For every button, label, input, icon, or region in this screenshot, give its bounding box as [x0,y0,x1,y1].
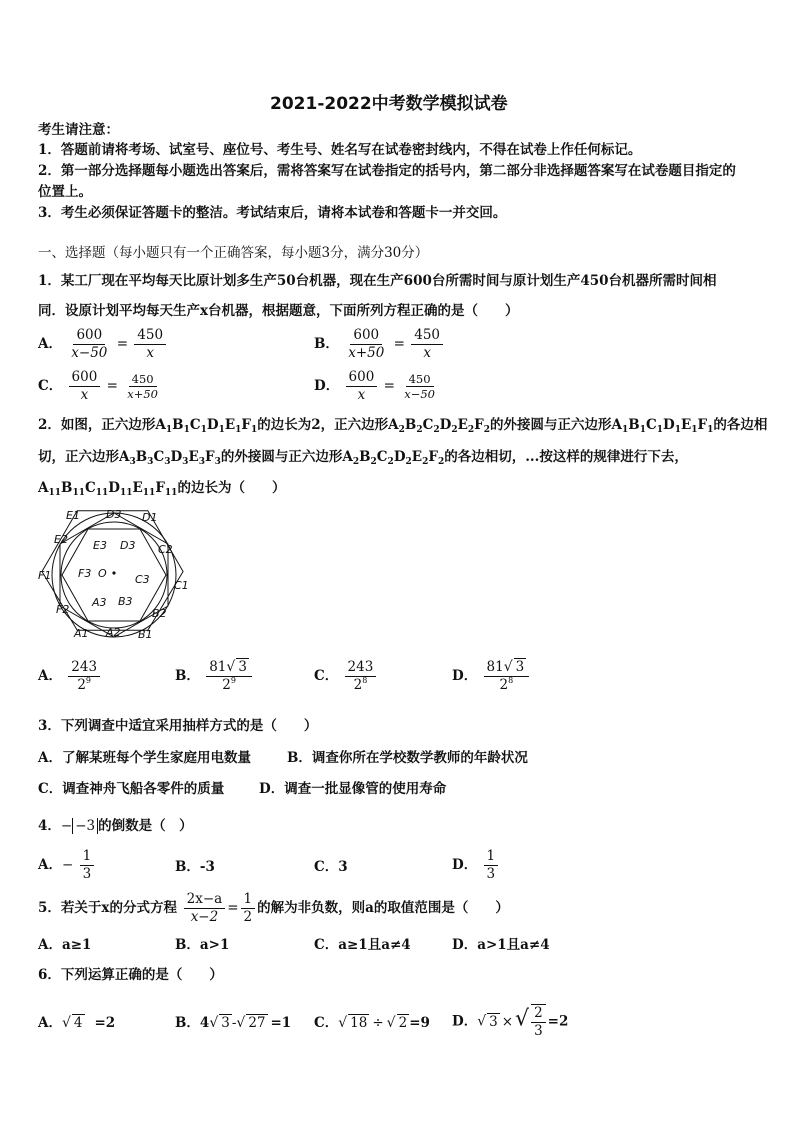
fig-label-c3: C3 [135,573,150,586]
fig-label-d3-top: D3 [106,508,122,521]
q3-option-b: B．调查你所在学校数学教师的年龄状况 [287,750,528,766]
q6-option-a: A．√ 4 =2 [38,1015,116,1031]
q1-stem-line2: 同．设原计划平均每天生产x台机器，根据题意，下面所列方程正确的是（ ） [38,303,519,319]
fig-label-e2: E2 [54,533,68,546]
q2-option-a: A． $\frac{243}{2^9}$ [38,659,102,694]
section-heading: 一、选择题（每小题只有一个正确答案，每小题3分，满分30分） [38,245,429,261]
fig-label-e3: E3 [93,539,107,552]
fig-label-f2: F2 [56,603,70,616]
fig-label-f3: F3 [78,567,92,580]
fig-label-b1: B1 [138,628,153,641]
q4-stem: 4．− −3 的倒数是（ ） [38,818,193,834]
q4-option-a: A．− $\frac{1}{3}$ [38,848,96,883]
fig-label-a2: A2 [106,626,121,639]
notice-item-3: 3．考生必须保证答题卡的整洁。考试结束后，请将本试卷和答题卡一并交回。 [38,205,507,221]
fig-label-a1: A1 [74,627,89,640]
q5-option-d: D．a>1且a≠4 [452,937,550,953]
q3-option-a: A．了解某班每个学生家庭用电数量 [38,750,251,766]
q4-option-d: D． $\frac{1}{3}$ [452,848,500,883]
q2-stem-line1: 2．如图，正六边形$A_1B_1C_1D_1E_1F_1$的边长为2，正六边形$A_2B_2C_2D_2E_2F_2$的外接圆与正六边形$A_1B_1C_1D_1E_1F_1$的各边相 [38,417,768,435]
q1-option-b: B． $\frac{600}{x+50}$ = $\frac{450}{x}$ [314,327,445,362]
q5-option-a: A．a≥1 [38,937,92,953]
q5-option-c: C．a≥1且a≠4 [314,937,411,953]
fig-label-f1: F1 [38,569,52,582]
fig-label-o: O [98,567,107,580]
hexagon-figure [38,503,190,643]
q5-option-b: B．a>1 [175,937,230,953]
q4-option-c: C．3 [314,859,348,875]
q2-option-c: C． $\frac{243}{2^8}$ [314,659,378,694]
q3-option-c: C．调查神舟飞船各零件的质量 [38,781,225,797]
fig-label-d1: D1 [142,511,158,524]
q3-stem: 3．下列调查中适宜采用抽样方式的是（ ） [38,718,318,734]
q6-option-b: B．4√ 3 -√ 27 =1 [175,1015,292,1031]
fig-label-b2: B2 [152,607,167,620]
q1-option-c: C． $\frac{600}{x}$ = $\frac{450}{x+50}$ [38,369,158,403]
q1-stem-line1: 1．某工厂现在平均每天比原计划多生产50台机器，现在生产600台所需时间与原计划生产450台机器所需时间相 [38,273,717,289]
q3-option-d: D．调查一批显像管的使用寿命 [259,781,447,797]
page-title: 2021-2022中考数学模拟试卷 [270,94,508,114]
q6-stem: 6．下列运算正确的是（ ） [38,967,223,983]
q2-option-b: B． $\frac{81√ 3}{2^9}$ [175,659,254,694]
q1-option-d: D． $\frac{600}{x}$ = $\frac{450}{x-50}$ [314,369,435,403]
fig-label-c1: C1 [174,579,189,592]
q2-option-d: D． $\frac{81√ 3}{2^8}$ [452,659,531,694]
q6-option-c: C．√ 18 ÷ √ 2 =9 [314,1015,430,1031]
q2-stem-line3: $A_{11}B_{11}C_{11}D_{11}E_{11}F_{11}$的边长为（ ） [38,480,286,498]
notice-item-2-cont: 位置上。 [38,184,92,200]
fig-label-b3: B3 [118,595,133,608]
fig-label-a3: A3 [92,596,107,609]
q5-stem: 5．若关于x的分式方程 $\frac{2x-a}{x-2}$ = $\frac{1}{2}$ 的解为非负数，则a的取值范围是（ ） [38,891,509,925]
notice-heading: 考生请注意： [38,122,119,138]
notice-item-2: 2．第一部分选择题每小题选出答案后，需将答案写在试卷指定的括号内，第二部分非选择题答案写在试卷题目指定的 [38,163,736,179]
fig-label-c2: C2 [158,543,173,556]
fig-label-d3: D3 [120,539,136,552]
fig-label-e1: E1 [66,509,80,522]
q1-option-a: A． $\frac{600}{x-50}$ = $\frac{450}{x}$ [38,327,168,362]
q6-option-d: D．√ 3 ×√ $\frac{2}{3}$ =2 [452,1005,569,1039]
notice-item-1: 1．答题前请将考场、试室号、座位号、考生号、姓名写在试卷密封线内，不得在试卷上作任何标记。 [38,142,642,158]
q4-option-b: B．-3 [175,859,215,875]
q2-stem-line2: 切，正六边形$A_3B_3C_3D_3E_3F_3$的外接圆与正六边形$A_2B_2C_2D_2E_2F_2$的各边相切，...按这样的规律进行下去， [38,449,688,467]
